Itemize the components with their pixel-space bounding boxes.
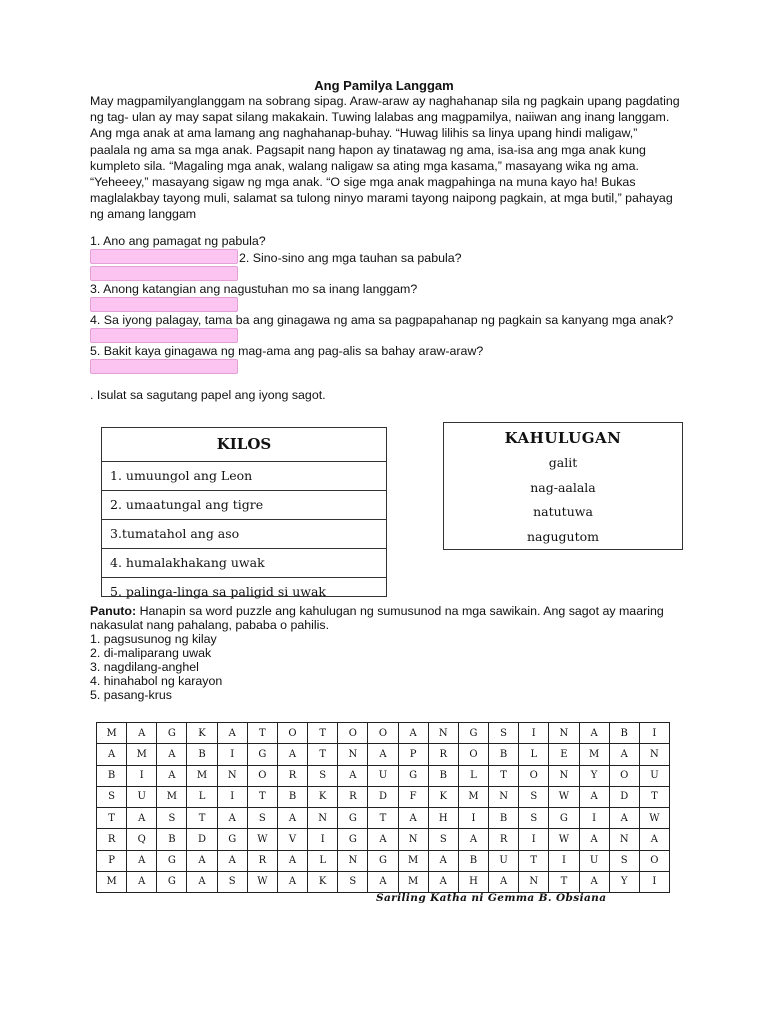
puzzle-row	[97, 723, 670, 744]
puzzle-cell[interactable]: W	[639, 808, 669, 829]
panuto-label: Panuto:	[90, 604, 137, 618]
story-paragraph: May magpamilyanglanggam na sobrang sipag. Araw-araw ay naghahanap sila ng pagkain upang pagdating ng tag- ulan ay may sapat silang makakain. Tuwing lalabas ang magpamilya, naiiwan ang inang langgam. Ang mga anak at ama lamang ang naghahanap-buhay. “Huwag lilihis sa linya upang hindi maligaw,” paalala ng ama sa mga anak. Pagsapit nang hapon ay tinatawag ng ama, isa-isa ang mga anak kung kumpleto sila. “Magaling mga anak, walang naligaw sa ating mga kasama,” masayang wika ng ama. “Yeheeey,” masayang sigaw ng mga anak. “O sige mga anak magpahinga na muna kayo ha! Bukas maglalakbay tayong muli, salamat sa tulong ninyo marami tayong naipong pagkain, at mga butil,” pahayag ng amang langgam	[90, 94, 680, 222]
puzzle-cell[interactable]: O	[338, 723, 368, 744]
sawikain-item: 1. pagsusunog ng kilay	[90, 632, 217, 646]
puzzle-cell[interactable]: U	[579, 850, 609, 871]
puzzle-cell[interactable]: G	[157, 871, 187, 892]
puzzle-cell[interactable]: M	[458, 786, 488, 807]
puzzle-cell[interactable]: T	[549, 871, 579, 892]
puzzle-cell[interactable]: M	[187, 765, 217, 786]
puzzle-cell[interactable]: I	[217, 744, 247, 765]
puzzle-row	[97, 829, 670, 850]
answer-field-5[interactable]	[90, 359, 238, 374]
kilos-item: 1. umuungol ang Leon	[102, 462, 386, 491]
kahulugan-box	[443, 422, 683, 550]
kilos-table	[101, 427, 387, 597]
puzzle-cell[interactable]: A	[489, 871, 519, 892]
puzzle-cell[interactable]: I	[579, 808, 609, 829]
puzzle-cell[interactable]: A	[217, 850, 247, 871]
puzzle-cell[interactable]: R	[277, 765, 307, 786]
puzzle-cell[interactable]: U	[127, 786, 157, 807]
puzzle-cell[interactable]: A	[579, 723, 609, 744]
kahulugan-item: nag-aalala	[530, 479, 596, 495]
answer-field-3[interactable]	[90, 297, 238, 312]
puzzle-cell[interactable]: T	[489, 765, 519, 786]
puzzle-cell[interactable]: L	[519, 744, 549, 765]
puzzle-cell[interactable]: R	[97, 829, 127, 850]
puzzle-cell[interactable]: Y	[609, 871, 639, 892]
kahulugan-item: natutuwa	[533, 504, 593, 519]
puzzle-cell[interactable]: S	[97, 786, 127, 807]
puzzle-cell[interactable]: O	[368, 723, 398, 744]
puzzle-cell[interactable]: O	[277, 723, 307, 744]
puzzle-cell[interactable]: T	[639, 786, 669, 807]
puzzle-cell[interactable]: N	[338, 850, 368, 871]
author-signature: Sariling Katha ni Gemma B. Obsiana	[376, 892, 607, 904]
puzzle-cell[interactable]: N	[639, 744, 669, 765]
puzzle-cell[interactable]: A	[609, 808, 639, 829]
puzzle-row	[97, 786, 670, 807]
puzzle-cell[interactable]: B	[97, 765, 127, 786]
puzzle-cell[interactable]: K	[308, 871, 338, 892]
kilos-item: 5. palinga-linga sa paligid si uwak	[110, 584, 326, 599]
puzzle-cell[interactable]: A	[97, 744, 127, 765]
puzzle-cell[interactable]: L	[308, 850, 338, 871]
puzzle-cell[interactable]: A	[127, 723, 157, 744]
puzzle-cell[interactable]: A	[368, 871, 398, 892]
panuto-text: Hanapin sa word puzzle ang kahulugan ng sumusunod na mga sawikain. Ang sagot ay maaring nakasulat nang pahalang, pababa o pahilis.	[90, 604, 664, 632]
puzzle-cell[interactable]: E	[549, 744, 579, 765]
puzzle-cell[interactable]: I	[519, 829, 549, 850]
puzzle-cell[interactable]: M	[579, 744, 609, 765]
kahulugan-item: nagugutom	[526, 528, 599, 544]
puzzle-cell[interactable]: R	[338, 786, 368, 807]
puzzle-row	[97, 765, 670, 786]
puzzle-cell[interactable]: T	[519, 850, 549, 871]
puzzle-cell[interactable]: R	[428, 744, 458, 765]
puzzle-cell[interactable]: G	[458, 723, 488, 744]
kahulugan-header: KAHULUGAN	[504, 429, 622, 447]
puzzle-cell[interactable]: T	[187, 808, 217, 829]
puzzle-cell[interactable]: P	[97, 850, 127, 871]
puzzle-cell[interactable]: D	[187, 829, 217, 850]
puzzle-cell[interactable]: S	[609, 850, 639, 871]
puzzle-cell[interactable]: A	[277, 808, 307, 829]
puzzle-cell[interactable]: G	[157, 723, 187, 744]
puzzle-cell[interactable]: S	[338, 871, 368, 892]
puzzle-cell[interactable]: O	[639, 850, 669, 871]
puzzle-cell[interactable]: I	[549, 850, 579, 871]
puzzle-cell[interactable]: A	[368, 744, 398, 765]
puzzle-cell[interactable]: A	[428, 850, 458, 871]
puzzle-cell[interactable]: A	[217, 808, 247, 829]
puzzle-cell[interactable]: B	[458, 850, 488, 871]
puzzle-cell[interactable]: M	[398, 850, 428, 871]
puzzle-cell[interactable]: O	[247, 765, 277, 786]
puzzle-cell[interactable]: B	[489, 744, 519, 765]
puzzle-cell[interactable]: G	[368, 850, 398, 871]
puzzle-cell[interactable]: I	[639, 723, 669, 744]
puzzle-cell[interactable]: S	[157, 808, 187, 829]
puzzle-row	[97, 850, 670, 871]
kahulugan-item: galit	[548, 455, 578, 470]
sawikain-item: 5. pasang-krus	[90, 688, 172, 702]
answer-field-2[interactable]	[90, 266, 238, 281]
puzzle-cell[interactable]: G	[217, 829, 247, 850]
puzzle-cell[interactable]: T	[97, 808, 127, 829]
puzzle-cell[interactable]: G	[338, 829, 368, 850]
puzzle-cell[interactable]: F	[398, 786, 428, 807]
puzzle-cell[interactable]: A	[579, 871, 609, 892]
puzzle-cell[interactable]: A	[609, 744, 639, 765]
question-5: 5. Bakit kaya ginagawa ng mag-ama ang pag-alis sa bahay araw-araw?	[90, 344, 484, 358]
puzzle-cell[interactable]: M	[97, 723, 127, 744]
puzzle-cell[interactable]: K	[428, 786, 458, 807]
puzzle-cell[interactable]: S	[519, 786, 549, 807]
question-2: 2. Sino-sino ang mga tauhan sa pabula?	[239, 251, 462, 265]
puzzle-cell[interactable]: L	[458, 765, 488, 786]
puzzle-cell[interactable]: A	[579, 786, 609, 807]
puzzle-cell[interactable]: N	[489, 786, 519, 807]
puzzle-cell[interactable]: K	[187, 723, 217, 744]
puzzle-cell[interactable]: W	[247, 829, 277, 850]
puzzle-cell[interactable]: T	[247, 723, 277, 744]
puzzle-cell[interactable]: I	[458, 808, 488, 829]
puzzle-cell[interactable]: A	[277, 744, 307, 765]
puzzle-cell[interactable]: U	[639, 765, 669, 786]
puzzle-row	[97, 871, 670, 892]
puzzle-cell[interactable]: S	[247, 808, 277, 829]
puzzle-cell[interactable]: A	[127, 850, 157, 871]
kilos-item: 2. umaatungal ang tigre	[102, 491, 386, 520]
puzzle-cell[interactable]: S	[428, 829, 458, 850]
puzzle-cell[interactable]: N	[549, 765, 579, 786]
puzzle-cell[interactable]: W	[247, 871, 277, 892]
puzzle-cell[interactable]: A	[277, 850, 307, 871]
puzzle-cell[interactable]: U	[368, 765, 398, 786]
puzzle-cell[interactable]: G	[157, 850, 187, 871]
puzzle-cell[interactable]: I	[217, 786, 247, 807]
puzzle-cell[interactable]: M	[157, 786, 187, 807]
puzzle-cell[interactable]: T	[308, 723, 338, 744]
page-title: Ang Pamilya Langgam	[314, 78, 454, 93]
puzzle-cell[interactable]: I	[639, 871, 669, 892]
puzzle-cell[interactable]: M	[398, 871, 428, 892]
puzzle-cell[interactable]: A	[398, 723, 428, 744]
question-3: 3. Anong katangian ang nagustuhan mo sa inang langgam?	[90, 282, 418, 296]
puzzle-cell[interactable]: N	[428, 723, 458, 744]
puzzle-cell[interactable]: N	[217, 765, 247, 786]
puzzle-cell[interactable]: H	[428, 808, 458, 829]
puzzle-cell[interactable]: A	[338, 765, 368, 786]
puzzle-cell[interactable]: H	[458, 871, 488, 892]
puzzle-cell[interactable]: D	[609, 786, 639, 807]
puzzle-cell[interactable]: P	[398, 744, 428, 765]
puzzle-cell[interactable]: R	[247, 850, 277, 871]
puzzle-cell[interactable]: G	[247, 744, 277, 765]
puzzle-cell[interactable]: A	[398, 808, 428, 829]
puzzle-cell[interactable]: B	[428, 765, 458, 786]
puzzle-cell[interactable]: Y	[579, 765, 609, 786]
puzzle-cell[interactable]: I	[519, 723, 549, 744]
kilos-item: 3.tumatahol ang aso	[102, 520, 386, 549]
puzzle-row	[97, 744, 670, 765]
puzzle-cell[interactable]: D	[368, 786, 398, 807]
puzzle-cell[interactable]: N	[549, 723, 579, 744]
puzzle-cell[interactable]: A	[368, 829, 398, 850]
answer-field-1[interactable]	[90, 249, 238, 264]
puzzle-cell[interactable]: A	[157, 744, 187, 765]
question-1: 1. Ano ang pamagat ng pabula?	[90, 234, 266, 248]
puzzle-cell[interactable]: U	[489, 850, 519, 871]
kilos-header: KILOS	[102, 428, 386, 462]
puzzle-cell[interactable]: G	[338, 808, 368, 829]
puzzle-row	[97, 808, 670, 829]
puzzle-cell[interactable]: B	[489, 808, 519, 829]
puzzle-cell[interactable]: M	[97, 871, 127, 892]
puzzle-cell[interactable]: M	[127, 744, 157, 765]
puzzle-cell[interactable]: L	[187, 786, 217, 807]
sawikain-item: 3. nagdilang-anghel	[90, 660, 199, 674]
puzzle-cell[interactable]: N	[398, 829, 428, 850]
puzzle-cell[interactable]: O	[519, 765, 549, 786]
puzzle-cell[interactable]: K	[308, 786, 338, 807]
puzzle-cell[interactable]: B	[157, 829, 187, 850]
puzzle-cell[interactable]: A	[157, 765, 187, 786]
puzzle-cell[interactable]: B	[609, 723, 639, 744]
puzzle-cell[interactable]: I	[127, 765, 157, 786]
puzzle-cell[interactable]: V	[277, 829, 307, 850]
panuto-instructions	[90, 604, 680, 632]
puzzle-cell[interactable]: B	[277, 786, 307, 807]
puzzle-cell[interactable]: B	[187, 744, 217, 765]
puzzle-cell[interactable]: N	[338, 744, 368, 765]
puzzle-cell[interactable]: A	[217, 723, 247, 744]
puzzle-cell[interactable]: N	[609, 829, 639, 850]
kilos-item: 4. humalakhakang uwak	[102, 549, 386, 578]
puzzle-cell[interactable]: A	[579, 829, 609, 850]
puzzle-cell[interactable]: I	[308, 829, 338, 850]
puzzle-cell[interactable]: N	[308, 808, 338, 829]
puzzle-cell[interactable]: A	[428, 871, 458, 892]
puzzle-cell[interactable]: A	[187, 871, 217, 892]
puzzle-cell[interactable]: A	[187, 850, 217, 871]
puzzle-cell[interactable]: T	[247, 786, 277, 807]
puzzle-cell[interactable]: R	[489, 829, 519, 850]
puzzle-cell[interactable]: A	[277, 871, 307, 892]
puzzle-cell[interactable]: A	[458, 829, 488, 850]
puzzle-cell[interactable]: G	[549, 808, 579, 829]
puzzle-cell[interactable]: W	[549, 829, 579, 850]
puzzle-cell[interactable]: S	[308, 765, 338, 786]
puzzle-cell[interactable]: A	[127, 808, 157, 829]
answer-field-4[interactable]	[90, 328, 238, 343]
word-puzzle-grid	[96, 722, 670, 893]
puzzle-cell[interactable]: T	[308, 744, 338, 765]
puzzle-cell[interactable]: N	[519, 871, 549, 892]
puzzle-cell[interactable]: O	[609, 765, 639, 786]
puzzle-cell[interactable]: T	[368, 808, 398, 829]
puzzle-cell[interactable]: Q	[127, 829, 157, 850]
sawikain-item: 2. di-maliparang uwak	[90, 646, 212, 660]
puzzle-cell[interactable]: A	[127, 871, 157, 892]
puzzle-cell[interactable]: S	[519, 808, 549, 829]
puzzle-cell[interactable]: S	[217, 871, 247, 892]
sawikain-item: 4. hinahabol ng karayon	[90, 674, 223, 688]
instruction-note: . Isulat sa sagutang papel ang iyong sagot.	[90, 388, 326, 402]
puzzle-cell[interactable]: S	[489, 723, 519, 744]
question-4: 4. Sa iyong palagay, tama ba ang ginagawa ng ama sa pagpapahanap ng pagkain sa kanyang mga anak?	[90, 313, 674, 327]
puzzle-cell[interactable]: O	[458, 744, 488, 765]
puzzle-cell[interactable]: A	[639, 829, 669, 850]
sawikain-list	[90, 632, 222, 702]
puzzle-cell[interactable]: W	[549, 786, 579, 807]
puzzle-cell[interactable]: G	[398, 765, 428, 786]
